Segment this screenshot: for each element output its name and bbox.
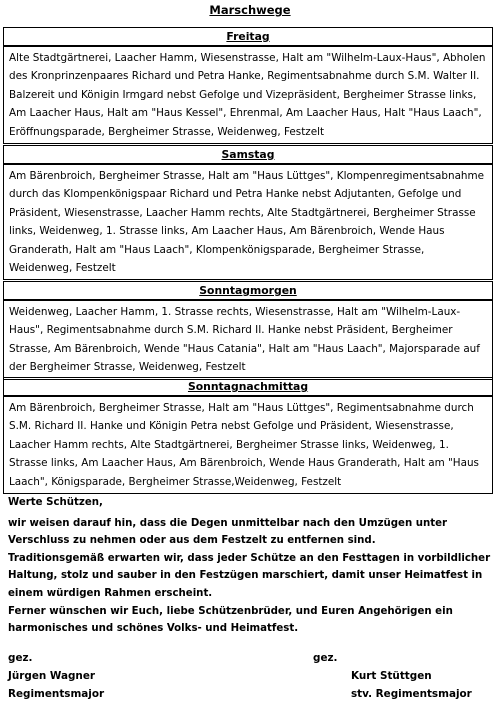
letter-paragraph-haltung: Traditionsgemäß erwarten wir, dass jeder Schütze an den Festtagen in vorbildlicher Haltung, stolz und sauber in den Festzügen marschiert, damit unser Heimatfest in einem würdigen Rahmen erscheint. [8,552,491,599]
signature-right [313,650,472,702]
letter-paragraph-wuensche: Ferner wünschen wir Euch, liebe Schützenbrüder, und Euren Angehörigen ein harmonisches und schönes Volks- und Heimatfest. [8,605,453,635]
signature-role: Regimentsmajor [8,688,105,700]
route-text-freitag: Alte Stadtgärtnerei, Laacher Hamm, Wiesenstrasse, Halt am "Wilhelm-Laux-Haus", Abholen des Kronprinzenpaares Richard und Petra Hanke, Regimentsabnahme durch S.M. Walter II. Balzereit und Königin Irmgard nebst Gefolge und Vizepräsident, Bergheimer Strasse links, Am Laacher Haus, Halt am "Haus Kessel", Ehrenmal, Am Laacher Haus, Halt "Haus Laach", Eröffnungsparade, Bergheimer Strasse, Weidenweg, Festzelt [3,46,493,144]
day-header-sonntagmorgen: Sonntagmorgen [3,281,493,300]
signature-role: stv. Regimentsmajor [351,688,472,700]
letter-salutation: Werte Schützen, [8,497,103,508]
day-header-freitag: Freitag [3,27,493,46]
letter [8,494,494,638]
route-text-samstag: Am Bärenbroich, Bergheimer Strasse, Halt am "Haus Lüttges", Klompenregimentsabnahme durch das Klompenkönigspaar Richard und Petra Hanke nebst Adjutanten, Gefolge und Präsident, Wiesenstrasse, Laacher Hamm rechts, Alte Stadtgärtnerei, Bergheimer Strasse links, Weidenweg, 1. Strasse links, Am Laacher Haus, Am Bärenbroich, Wende Haus Granderath, Halt am "Haus Laach", Klompenkönigsparade, Bergheimer Strasse, Weidenweg, Festzelt [3,164,493,280]
signature-gez: gez. [8,652,33,664]
signature-left [8,650,104,702]
route-text-sonntagnachmittag: Am Bärenbroich, Bergheimer Strasse, Halt am "Haus Lüttges", Regimentsabnahme durch S.M. Richard II. Hanke und Königin Petra nebst Gefolge und Präsident, Wiesenstrasse, Laacher Hamm rechts, Alte Stadtgärtnerei, Bergheimer Strasse links, Weidenweg, 1. Strasse links, Am Laacher Haus, Am Bärenbroich, Wende Haus Granderath, Halt am "Haus Laach", Königsparade, Bergheimer Strasse,Weidenweg, Festzelt [3,396,493,494]
day-header-sonntagnachmittag: Sonntagnachmittag [3,377,493,396]
signature-gez: gez. [313,652,338,664]
day-header-samstag: Samstag [3,145,493,164]
letter-paragraph-degen: wir weisen darauf hin, dass die Degen unmittelbar nach den Umzügen unter Verschluss zu nehmen oder aus dem Festzelt zu entfernen sind. [8,517,448,547]
route-text-sonntagmorgen: Weidenweg, Laacher Hamm, 1. Strasse rechts, Wiesenstrasse, Halt am "Wilhelm-Laux-Haus", Regimentsabnahme durch S.M. Richard II. Hanke nebst Präsident, Bergheimer Strasse, Am Bärenbroich, Wende "Haus Catania", Halt am "Haus Laach", Majorsparade auf der Bergheimer Strasse, Weidenweg, Festzelt [3,300,493,380]
signature-name: Kurt Stüttgen [351,670,432,682]
page-title: Marschwege [209,3,291,17]
signature-name: Jürgen Wagner [8,670,95,682]
